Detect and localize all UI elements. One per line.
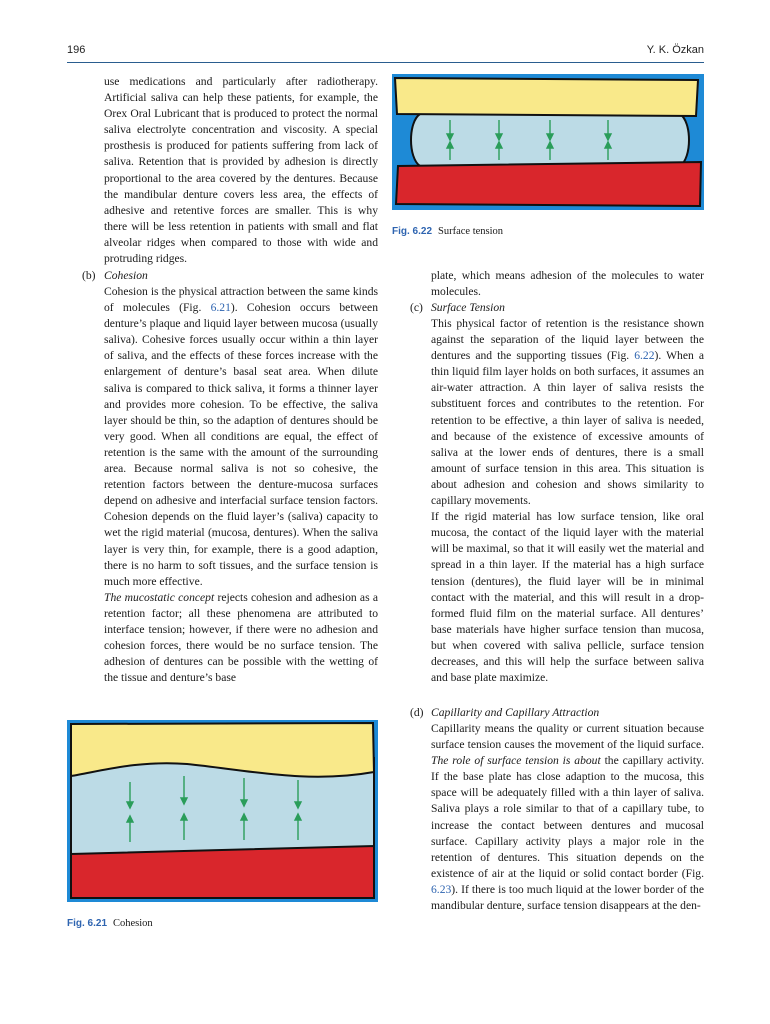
section-title-surface-tension: Surface Tension bbox=[431, 301, 505, 314]
upper-denture bbox=[395, 78, 698, 116]
lower-tissue bbox=[396, 162, 701, 206]
right-paragraph-1 bbox=[431, 268, 704, 300]
running-header bbox=[67, 44, 704, 62]
right-paragraph-2 bbox=[431, 316, 704, 686]
mucostatic-text: The mucostatic concept rejects cohesion and adhesion as a retention factor; all these phenomena are attributed to interface tension; however, if there were no adhesion and cohesion forces, there would be no surface tension. The adhesion of dentures can be possible with the wetting of the tissue and denture’s base bbox=[104, 590, 378, 685]
figure-label: Fig. 6.21 bbox=[67, 918, 108, 929]
right-text-1: plate, which means adhesion of the molecules to water molecules. bbox=[431, 269, 704, 299]
capillarity-text: Capillarity means the quality or current situation because surface tension causes the movement of the liquid surface. The role of surface tension is about the capillary activity. If the base plate has close adaption to the mucosa, this space will be adequately filled with a thin layer of saliva. Saliva plays a role similar to that of a capillary tube, to increase the contact between dentures and mucosal surface. Capillary activity plays a major role in the retention of dentures. This situation depends on the existence of air at the liquid or solid contact border (Fig. 6.23). If there is too much liquid at the lower border of the mandibular denture, surface tension disappears at the den- bbox=[431, 722, 704, 913]
header-rule bbox=[67, 62, 704, 63]
lower-tissue bbox=[71, 846, 374, 898]
right-paragraph-3 bbox=[431, 721, 704, 914]
figure-link-6-22[interactable]: 6.22 bbox=[634, 349, 655, 363]
list-label-c: (c) bbox=[410, 301, 423, 314]
figure-link-6-23[interactable]: 6.23 bbox=[431, 882, 452, 896]
figure-6-21-cohesion bbox=[67, 720, 378, 902]
section-title-cohesion: Cohesion bbox=[104, 269, 148, 282]
cohesion-text: Cohesion is the physical attraction between the same kinds of molecules (Fig. 6.21). Cohesion occurs between denture’s plaque and liquid layer between mucosa (usually saliva). Cohesive forces usually occur within a thin layer of saliva, and the effects of these forces increase with the enlargement of denture’s basal seat area. When dilute saliva is compared to thick saliva, it forms a thinner layer and provides more cohesion. To be effective, the saliva layer should be thin, so the adaption of dentures should be very good. When all conditions are equal, the effect of retention is the same with the amount of the surrounding area. Because normal saliva is not so cohesive, the retention factors between the denture-mucosa surfaces depend on adhesive and interfacial surface tension factors. Cohesion depends on the fluid layer’s (saliva) capacity to wet the rigid material (mucosa, dentures). When the saliva layer is very thin, for example, there is a good adaption, there is no harm to soft tissues, and the surface tension is much more effective. bbox=[104, 285, 378, 588]
section-title-capillarity: Capillarity and Capillary Attraction bbox=[431, 706, 600, 719]
left-text-1: use medications and particularly after radiotherapy. Artificial saliva can help these patients, for example, the Orex Oral Lubricant that is produced to protect the normal saliva electrolyte concentration and viscosity. A special prosthesis is produced for patients suffering from lack of saliva. Retention that is provided by adhesion is directly proportional to the area covered by the dentures. Because the mandibular denture covers less area, the effects of adhesive and retentive forces are smaller. This is why there will be less retention in patients with small and flat alveolar ridges when compared to those with wide and protruding ridges. bbox=[104, 75, 378, 266]
rigid-material-text: If the rigid material has low surface tension, like oral mucosa, the contact of the liquid layer with the material will be maximal, so that it will easily wet the material and spread in a thin layer. If the material has a high surface tension (dentures), the fluid layer will be in minimal contact with the material, and this will result in a drop-formed fluid film on the material surface. All dentures’ base materials have higher surface tension than mucosa, but when covered with saliva pellicle, surface tension decreases, and this will help the surface between saliva and base plate maximize. bbox=[431, 510, 704, 685]
figure-label: Fig. 6.22 bbox=[392, 226, 433, 237]
list-label-b: (b) bbox=[82, 269, 96, 282]
running-author: Y. K. Özkan bbox=[646, 44, 704, 56]
page-number: 196 bbox=[67, 44, 86, 56]
figure-caption-text: Cohesion bbox=[113, 918, 153, 929]
figure-link-6-21[interactable]: 6.21 bbox=[210, 301, 231, 315]
figure-caption-text: Surface tension bbox=[438, 226, 504, 237]
figure-6-22-surface-tension bbox=[392, 74, 704, 210]
left-paragraph-1 bbox=[104, 74, 378, 267]
left-paragraph-2 bbox=[104, 284, 378, 686]
figure-6-22-caption bbox=[392, 226, 503, 237]
surface-tension-text: This physical factor of retention is the resistance shown against the separation of the liquid layer between the dentures and the supporting tissues (Fig. 6.22). When a thin liquid film layer holds on both surfaces, it assumes an air-water attraction. A thin layer of saliva resists the substituent forces and contributes to the retention. For retention to be effective, a thin layer of saliva is needed, and because of the existence of excessive amounts of saliva at the lower ends of dentures, there is a small amount of surface tension in this area. This situation is about adhesion and cohesion and shows similarity to capillary movements. bbox=[431, 317, 704, 508]
list-label-d: (d) bbox=[410, 706, 424, 719]
figure-6-21-caption bbox=[67, 918, 153, 929]
